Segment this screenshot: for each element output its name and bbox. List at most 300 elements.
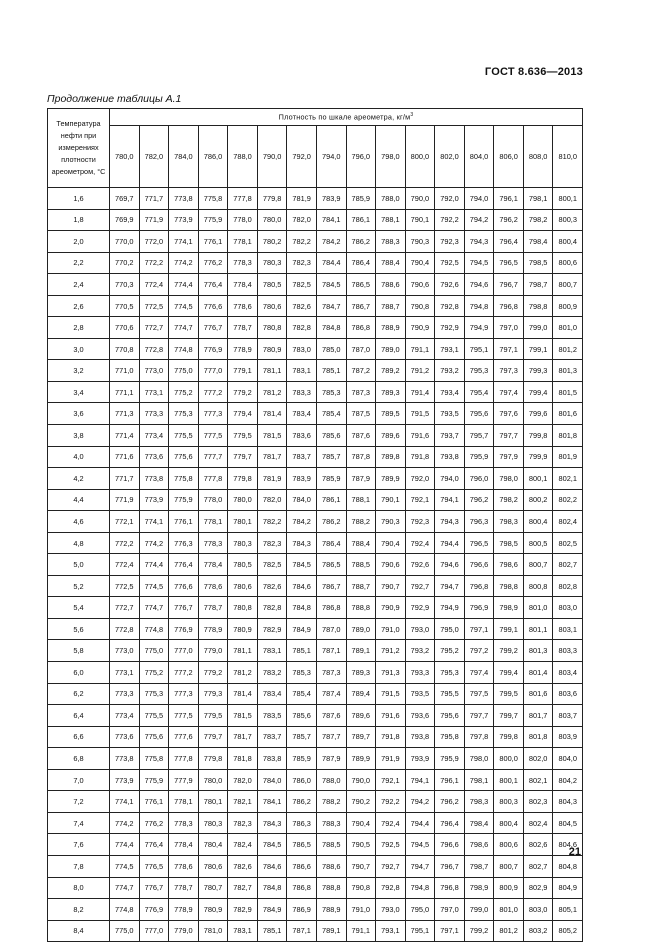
density-value-cell: 778,3 [169,812,199,834]
density-value-cell: 776,2 [139,812,169,834]
density-value-cell: 803,0 [553,597,583,619]
density-value-cell: 796,0 [464,468,494,490]
density-value-cell: 782,3 [228,812,258,834]
table-row [48,188,583,210]
density-value-cell: 779,7 [228,446,258,468]
density-value-cell: 774,8 [169,338,199,360]
density-value-cell: 791,1 [346,920,376,942]
density-value-cell: 783,1 [228,920,258,942]
density-value-cell: 771,4 [110,425,140,447]
density-value-cell: 784,5 [316,274,346,296]
density-value-cell: 773,4 [139,425,169,447]
density-value-cell: 786,5 [287,834,317,856]
density-value-cell: 793,3 [405,662,435,684]
density-value-cell: 775,8 [198,188,228,210]
density-value-cell: 771,7 [139,188,169,210]
temperature-cell: 8,4 [48,920,110,942]
density-value-cell: 775,0 [139,640,169,662]
density-value-cell: 785,0 [316,338,346,360]
density-value-cell: 787,6 [316,705,346,727]
density-value-cell: 794,0 [464,188,494,210]
density-value-cell: 769,9 [110,209,140,231]
density-value-cell: 791,0 [376,618,406,640]
density-value-cell: 774,4 [110,834,140,856]
density-value-cell: 789,9 [376,468,406,490]
density-value-cell: 794,7 [405,855,435,877]
density-value-cell: 786,8 [316,597,346,619]
density-value-cell: 797,1 [494,338,524,360]
density-value-cell: 805,1 [553,899,583,921]
density-value-cell: 793,2 [435,360,465,382]
density-value-cell: 779,0 [169,920,199,942]
temperature-cell: 2,8 [48,317,110,339]
density-value-cell: 794,8 [464,295,494,317]
density-value-cell: 794,2 [464,209,494,231]
density-value-cell: 791,2 [405,360,435,382]
density-value-cell: 798,9 [464,877,494,899]
density-value-cell: 795,3 [464,360,494,382]
table-row [48,317,583,339]
density-value-cell: 780,1 [228,511,258,533]
density-column-header: 788,0 [228,126,258,188]
temperature-cell: 1,8 [48,209,110,231]
density-value-cell: 790,4 [405,252,435,274]
density-value-cell: 790,0 [405,188,435,210]
density-value-cell: 793,1 [376,920,406,942]
density-value-cell: 787,1 [316,640,346,662]
density-value-cell: 789,9 [346,748,376,770]
density-value-cell: 779,8 [257,188,287,210]
density-value-cell: 787,9 [346,468,376,490]
density-value-cell: 796,4 [435,812,465,834]
density-value-cell: 803,7 [553,705,583,727]
density-value-cell: 774,1 [139,511,169,533]
density-value-cell: 785,6 [316,425,346,447]
density-value-cell: 780,6 [257,295,287,317]
density-value-cell: 799,5 [494,683,524,705]
density-value-cell: 800,1 [523,468,553,490]
density-value-cell: 801,2 [494,920,524,942]
density-value-cell: 800,0 [494,748,524,770]
density-value-cell: 792,1 [405,489,435,511]
density-value-cell: 790,2 [346,791,376,813]
temperature-cell: 2,2 [48,252,110,274]
table-row [48,446,583,468]
density-value-cell: 771,3 [110,403,140,425]
density-value-cell: 772,7 [110,597,140,619]
density-value-cell: 784,0 [257,769,287,791]
density-value-cell: 796,1 [435,769,465,791]
density-value-cell: 777,0 [198,360,228,382]
density-value-cell: 781,7 [228,726,258,748]
temperature-cell: 5,2 [48,575,110,597]
density-value-cell: 795,1 [464,338,494,360]
density-value-cell: 801,4 [523,662,553,684]
density-value-cell: 804,0 [553,748,583,770]
table-row [48,683,583,705]
density-value-cell: 797,1 [464,618,494,640]
density-value-cell: 794,6 [464,274,494,296]
density-value-cell: 789,7 [346,726,376,748]
density-value-cell: 778,3 [198,532,228,554]
density-value-cell: 770,6 [110,317,140,339]
density-value-cell: 796,2 [435,791,465,813]
density-value-cell: 798,3 [494,511,524,533]
temperature-cell: 7,0 [48,769,110,791]
temperature-cell: 8,2 [48,899,110,921]
density-value-cell: 792,2 [435,209,465,231]
density-value-cell: 798,5 [494,532,524,554]
density-value-cell: 798,0 [464,748,494,770]
density-value-cell: 780,0 [198,769,228,791]
density-column-header: 808,0 [523,126,553,188]
temperature-cell: 6,0 [48,662,110,684]
density-value-cell: 790,1 [405,209,435,231]
density-value-cell: 775,6 [169,446,199,468]
density-value-cell: 776,1 [139,791,169,813]
density-value-cell: 776,4 [198,274,228,296]
temperature-cell: 5,4 [48,597,110,619]
density-value-cell: 790,3 [376,511,406,533]
density-column-header: 798,0 [376,126,406,188]
density-value-cell: 772,2 [110,532,140,554]
temperature-cell: 7,2 [48,791,110,813]
density-value-cell: 785,4 [287,683,317,705]
density-value-cell: 797,0 [494,317,524,339]
density-value-cell: 800,3 [553,209,583,231]
density-value-cell: 786,1 [316,489,346,511]
density-value-cell: 780,8 [228,597,258,619]
density-column-header: 782,0 [139,126,169,188]
density-value-cell: 795,9 [435,748,465,770]
density-value-cell: 778,6 [169,855,199,877]
density-value-cell: 795,7 [464,425,494,447]
density-value-cell: 792,4 [376,812,406,834]
density-value-cell: 796,2 [464,489,494,511]
density-value-cell: 784,6 [257,855,287,877]
density-value-cell: 794,1 [435,489,465,511]
density-value-cell: 800,7 [523,554,553,576]
density-value-cell: 794,5 [405,834,435,856]
density-value-cell: 781,5 [228,705,258,727]
density-value-cell: 786,8 [346,317,376,339]
density-value-cell: 798,9 [494,597,524,619]
density-value-cell: 776,6 [169,575,199,597]
density-value-cell: 798,0 [494,468,524,490]
density-value-cell: 786,2 [346,231,376,253]
density-value-cell: 796,6 [464,554,494,576]
table-row [48,338,583,360]
density-value-cell: 790,7 [346,855,376,877]
density-value-cell: 795,8 [435,726,465,748]
density-value-cell: 801,7 [523,705,553,727]
density-value-cell: 774,8 [139,618,169,640]
density-value-cell: 781,0 [198,920,228,942]
density-column-header: 780,0 [110,126,140,188]
density-value-cell: 775,0 [110,920,140,942]
density-value-cell: 786,3 [287,812,317,834]
density-value-cell: 802,7 [523,855,553,877]
density-value-cell: 790,4 [346,812,376,834]
density-value-cell: 798,6 [464,834,494,856]
density-value-cell: 789,3 [346,662,376,684]
density-value-cell: 788,5 [346,554,376,576]
density-value-cell: 791,3 [376,662,406,684]
density-value-cell: 779,0 [198,640,228,662]
density-value-cell: 775,3 [139,683,169,705]
density-value-cell: 793,0 [405,618,435,640]
density-value-cell: 773,4 [110,705,140,727]
density-value-cell: 801,6 [553,403,583,425]
density-value-cell: 804,8 [553,855,583,877]
density-value-cell: 804,9 [553,877,583,899]
density-value-cell: 798,4 [523,231,553,253]
density-value-cell: 800,4 [494,812,524,834]
density-value-cell: 771,0 [110,360,140,382]
density-value-cell: 775,9 [198,209,228,231]
density-value-cell: 794,9 [435,597,465,619]
density-value-cell: 796,2 [494,209,524,231]
density-value-cell: 774,5 [169,295,199,317]
density-value-cell: 781,5 [257,425,287,447]
density-value-cell: 792,9 [435,317,465,339]
density-value-cell: 774,8 [110,899,140,921]
density-group-header [110,109,583,126]
density-value-cell: 774,2 [110,812,140,834]
density-value-cell: 801,1 [523,618,553,640]
density-value-cell: 793,8 [435,446,465,468]
density-value-cell: 781,9 [287,188,317,210]
table-row [48,295,583,317]
density-value-cell: 796,5 [464,532,494,554]
density-value-cell: 784,7 [316,295,346,317]
density-value-cell: 800,7 [494,855,524,877]
density-value-cell: 782,2 [257,511,287,533]
density-value-cell: 787,5 [346,403,376,425]
density-value-cell: 804,3 [553,791,583,813]
density-value-cell: 777,5 [198,425,228,447]
density-value-cell: 783,4 [287,403,317,425]
temperature-cell: 4,8 [48,532,110,554]
density-value-cell: 788,0 [376,188,406,210]
document-standard-code: ГОСТ 8.636—2013 [484,66,583,78]
density-value-cell: 784,2 [287,511,317,533]
density-value-cell: 797,7 [464,705,494,727]
density-value-cell: 775,0 [169,360,199,382]
density-value-cell: 786,7 [346,295,376,317]
density-value-cell: 801,3 [553,360,583,382]
density-value-cell: 788,9 [316,899,346,921]
density-value-cell: 787,9 [316,748,346,770]
density-value-cell: 777,0 [169,640,199,662]
density-value-cell: 780,9 [228,618,258,640]
density-value-cell: 798,8 [523,295,553,317]
density-value-cell: 792,8 [435,295,465,317]
density-value-cell: 784,0 [287,489,317,511]
density-value-cell: 789,2 [376,360,406,382]
density-value-cell: 770,0 [110,231,140,253]
density-value-cell: 785,6 [287,705,317,727]
density-value-cell: 794,8 [405,877,435,899]
density-value-cell: 779,3 [198,683,228,705]
density-value-cell: 797,2 [464,640,494,662]
density-value-cell: 772,0 [139,231,169,253]
density-value-cell: 790,6 [376,554,406,576]
density-value-cell: 792,9 [405,597,435,619]
density-value-cell: 798,4 [464,812,494,834]
density-value-cell: 784,8 [257,877,287,899]
temperature-cell: 4,4 [48,489,110,511]
density-value-cell: 780,7 [198,877,228,899]
temperature-cell: 8,0 [48,877,110,899]
density-value-cell: 800,1 [494,769,524,791]
density-value-cell: 802,3 [523,791,553,813]
density-value-cell: 778,9 [198,618,228,640]
density-value-cell: 772,7 [139,317,169,339]
density-value-cell: 801,8 [553,425,583,447]
density-value-cell: 787,0 [316,618,346,640]
temperature-cell: 7,4 [48,812,110,834]
density-value-cell: 801,6 [523,683,553,705]
density-value-cell: 783,2 [257,662,287,684]
density-value-cell: 791,8 [376,726,406,748]
density-value-cell: 786,5 [346,274,376,296]
density-value-cell: 778,9 [169,899,199,921]
density-value-cell: 777,8 [198,468,228,490]
density-value-cell: 779,1 [228,360,258,382]
density-value-cell: 782,5 [287,274,317,296]
density-value-cell: 789,6 [376,425,406,447]
density-value-cell: 795,4 [464,381,494,403]
density-value-cell: 781,8 [228,748,258,770]
density-value-cell: 776,2 [198,252,228,274]
density-value-cell: 792,3 [435,231,465,253]
density-value-cell: 782,2 [287,231,317,253]
density-values-header-row [48,126,583,188]
density-value-cell: 801,0 [523,597,553,619]
density-value-cell: 801,8 [523,726,553,748]
density-value-cell: 783,1 [257,640,287,662]
density-value-cell: 773,6 [139,446,169,468]
density-column-header: 796,0 [346,126,376,188]
density-value-cell: 782,9 [228,899,258,921]
density-value-cell: 780,1 [198,791,228,813]
density-value-cell: 789,1 [346,640,376,662]
density-value-cell: 791,6 [405,425,435,447]
temperature-cell: 3,8 [48,425,110,447]
density-value-cell: 798,2 [494,489,524,511]
density-value-cell: 775,8 [169,468,199,490]
density-value-cell: 782,0 [257,489,287,511]
density-value-cell: 783,7 [257,726,287,748]
density-value-cell: 780,6 [198,855,228,877]
table-row [48,252,583,274]
density-value-cell: 782,6 [287,295,317,317]
density-value-cell: 802,4 [523,812,553,834]
density-value-cell: 798,3 [464,791,494,813]
temperature-cell: 6,4 [48,705,110,727]
density-value-cell: 777,2 [198,381,228,403]
table-row [48,425,583,447]
density-value-cell: 793,8 [405,726,435,748]
density-value-cell: 786,2 [287,791,317,813]
density-value-cell: 788,7 [346,575,376,597]
temperature-cell: 3,6 [48,403,110,425]
density-value-cell: 784,1 [257,791,287,813]
density-value-cell: 781,4 [228,683,258,705]
density-value-cell: 803,4 [553,662,583,684]
density-value-cell: 793,1 [435,338,465,360]
table-row [48,769,583,791]
table-row [48,381,583,403]
density-value-cell: 783,7 [287,446,317,468]
density-value-cell: 800,6 [553,252,583,274]
density-value-cell: 780,2 [257,231,287,253]
density-value-cell: 780,6 [228,575,258,597]
table-row [48,511,583,533]
density-value-cell: 777,2 [169,662,199,684]
density-value-cell: 797,4 [464,662,494,684]
density-value-cell: 803,2 [523,920,553,942]
density-value-cell: 788,8 [346,597,376,619]
density-value-cell: 800,6 [494,834,524,856]
density-value-cell: 786,5 [316,554,346,576]
density-value-cell: 781,1 [257,360,287,382]
density-value-cell: 772,5 [110,575,140,597]
density-value-cell: 784,6 [287,575,317,597]
density-value-cell: 778,1 [169,791,199,813]
density-value-cell: 791,1 [405,338,435,360]
density-value-cell: 785,1 [257,920,287,942]
density-value-cell: 782,6 [228,855,258,877]
density-value-cell: 789,0 [376,338,406,360]
density-unit-superscript: 3 [410,112,414,119]
density-value-cell: 779,5 [198,705,228,727]
density-value-cell: 800,4 [553,231,583,253]
density-value-cell: 782,8 [257,597,287,619]
density-value-cell: 774,4 [169,274,199,296]
density-value-cell: 772,5 [139,295,169,317]
density-value-cell: 784,9 [257,899,287,921]
density-value-cell: 796,5 [494,252,524,274]
density-value-cell: 799,6 [523,403,553,425]
table-row [48,920,583,942]
density-value-cell: 778,1 [198,511,228,533]
table-row [48,209,583,231]
density-value-cell: 779,2 [198,662,228,684]
density-value-cell: 780,8 [257,317,287,339]
density-column-header: 806,0 [494,126,524,188]
temperature-cell: 4,2 [48,468,110,490]
density-value-cell: 771,7 [110,468,140,490]
density-value-cell: 779,8 [228,468,258,490]
density-value-cell: 790,7 [376,575,406,597]
density-value-cell: 778,0 [198,489,228,511]
density-value-cell: 788,6 [376,274,406,296]
temperature-cell: 6,8 [48,748,110,770]
density-value-cell: 773,9 [110,769,140,791]
density-value-cell: 771,9 [139,209,169,231]
density-value-cell: 770,5 [110,295,140,317]
density-value-cell: 792,0 [405,468,435,490]
density-value-cell: 787,3 [346,381,376,403]
density-value-cell: 788,2 [346,511,376,533]
density-value-cell: 776,6 [198,295,228,317]
density-column-header: 810,0 [553,126,583,188]
density-value-cell: 782,4 [228,834,258,856]
density-value-cell: 782,1 [228,791,258,813]
density-value-cell: 796,1 [494,188,524,210]
